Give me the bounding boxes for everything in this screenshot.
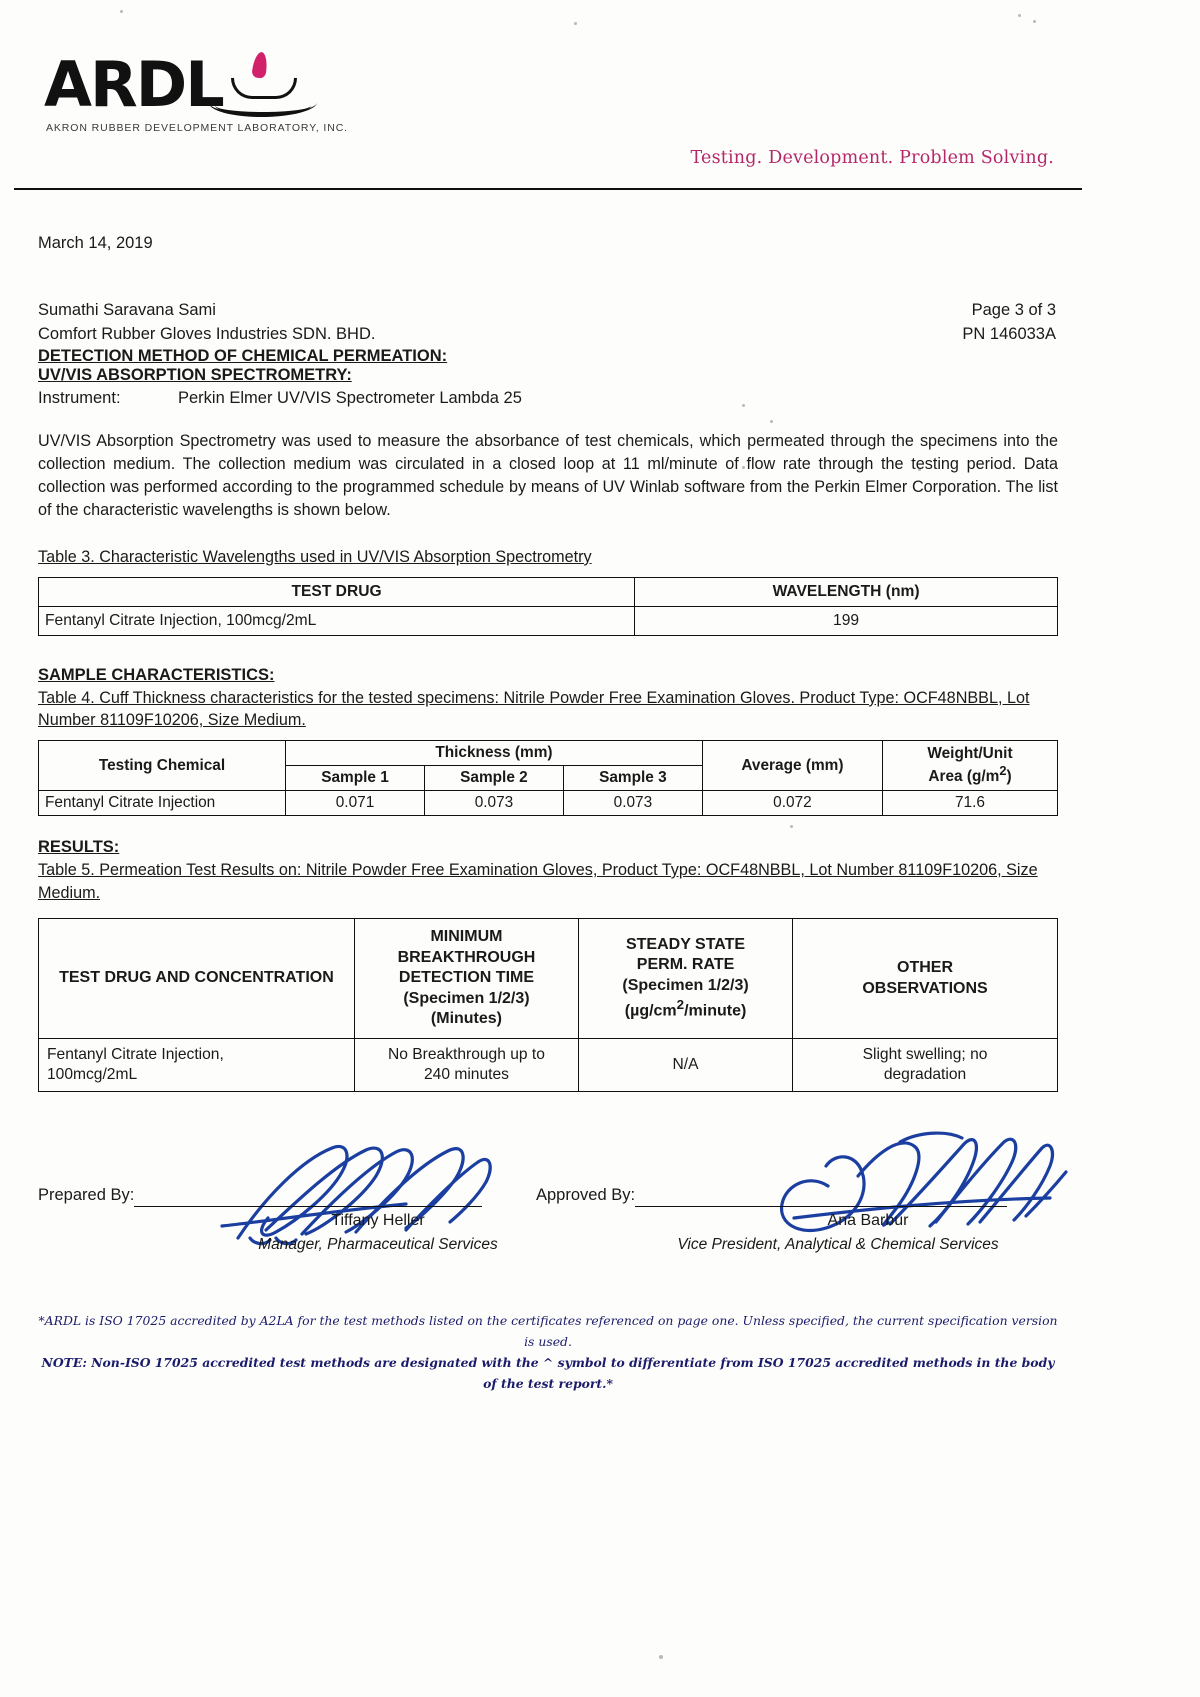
logo-wordmark: ARDL [44,48,223,121]
table4-caption: Table 4. Cuff Thickness characteristics for the tested specimens: Nitrile Powder Free Examination Gloves. Product Type: OCF48NBBL, Lot Number 81109F10206, Size Medium. [38,688,1030,730]
cell-average: 0.072 [702,791,882,816]
approved-by-label: Approved By: [536,1186,636,1205]
prepared-by-row [38,1186,482,1207]
cell-obs-l1: Slight swelling; no [862,1045,988,1063]
th-col1-text: TEST DRUG AND CONCENTRATION [59,969,334,987]
th-col2-l4: (Specimen 1/2/3) [403,989,530,1007]
recipient-name: Sumathi Saravana Sami [38,301,216,319]
th-col2-l2: BREAKTHROUGH [397,948,536,966]
th-weight-unit-area [882,741,1057,791]
prepared-by-label: Prepared By: [38,1186,135,1205]
th-wavelength: WAVELENGTH (nm) [635,577,1058,606]
instrument-row [38,389,1058,408]
instrument-label: Instrument: [38,389,121,407]
prepared-by-title: Manager, Pharmaceutical Services [258,1236,498,1254]
th-col2-l3: DETECTION TIME [398,969,535,987]
letter-address-block [38,299,1058,347]
letterhead [38,48,1058,192]
th-col3-l5: /minute) [684,1002,747,1020]
th-col3-l1: STEADY STATE [625,935,746,953]
prepared-by-line [134,1205,482,1207]
uvvis-paragraph: UV/VIS Absorption Spectrometry was used to measure the absorbance of test chemicals, which permeated through the specimens into the collection medium. The collection medium was circulated in a closed loop at 11 ml/minute of flow rate through the testing period. Data collection was performed according to the programmed schedule by means of UV Winlab software from the Perkin Elmer Corporation. The list of the characteristic wavelengths is shown below. [38,432,1058,519]
cell-other-observations [793,1038,1058,1092]
detection-method-heading: DETECTION METHOD OF CHEMICAL PERMEATION: [38,347,448,365]
th-sample-2: Sample 2 [424,766,563,791]
th-sample-3: Sample 3 [563,766,702,791]
pn-number: PN 146033A [962,324,1056,343]
approved-by-line [635,1205,1007,1207]
prepared-by-name: Tiffany Heller [331,1212,425,1230]
table-header-row [39,577,1058,606]
cell-drug-l2: 100mcg/2mL [47,1065,138,1083]
cell-test-drug: Fentanyl Citrate Injection, 100mcg/2mL [39,606,635,635]
cell-breakthrough-time [354,1038,578,1092]
cell-drug-l1: Fentanyl Citrate Injection, [47,1045,224,1063]
th-col3-sup: 2 [676,997,685,1013]
th-testing-chemical: Testing Chemical [39,741,286,791]
th-weight-line2: Area (g/m [928,768,1000,786]
page-number: Page 3 of 3 [971,301,1056,319]
table3-caption: Table 3. Characteristic Wavelengths used in UV/VIS Absorption Spectrometry [38,548,592,566]
table-permeation-results [38,918,1058,1092]
th-sample-1: Sample 1 [286,766,425,791]
cell-sample-1: 0.071 [286,791,425,816]
uvvis-heading: UV/VIS ABSORPTION SPECTROMETRY: [38,366,352,384]
company-tagline: Testing. Development. Problem Solving. [690,148,1054,168]
table-cuff-thickness [38,740,1058,816]
cell-weight-unit-area: 71.6 [882,791,1057,816]
approved-by-name: Ana Barbur [827,1212,909,1230]
cell-wavelength: 199 [635,606,1058,635]
cell-sample-3: 0.073 [563,791,702,816]
flame-retort-icon [209,52,319,116]
header-divider [14,188,1082,190]
logo-subtitle: AKRON RUBBER DEVELOPMENT LABORATORY, INC. [46,122,348,134]
table-row [39,1038,1058,1092]
letter-date: March 14, 2019 [38,234,153,252]
ardl-logo [44,48,384,134]
cell-test-drug-concentration [39,1038,355,1092]
table5-caption: Table 5. Permeation Test Results on: Nitrile Powder Free Examination Gloves, Product Type: OCF48NBBL, Lot Number 81109F10206, Size Medium. [38,861,1038,902]
cell-sample-2: 0.073 [424,791,563,816]
footer-disclaimer [38,1310,1058,1394]
th-col3-l4: (µg/cm [624,1002,677,1020]
table-row [39,606,1058,635]
th-average: Average (mm) [702,741,882,791]
th-weight-sup: 2 [999,762,1007,778]
th-weight-line1: Weight/Unit [927,744,1013,762]
sample-characteristics-heading: SAMPLE CHARACTERISTICS: [38,665,275,684]
th-col2-l1: MINIMUM [430,928,503,946]
signature-block [38,1126,1058,1276]
cell-bt-l2: 240 minutes [423,1065,509,1083]
results-heading: RESULTS: [38,838,120,857]
footer-line-1: *ARDL is ISO 17025 accredited by A2LA for the test methods listed on the certificates referenced on page one. Unless specified, the current specification version is used. [38,1313,1058,1350]
th-test-drug-concentration [39,919,355,1038]
table-characteristic-wavelengths [38,577,1058,636]
table-header-row-group [39,741,1058,766]
instrument-value: Perkin Elmer UV/VIS Spectrometer Lambda 25 [178,389,522,407]
table-header-row [39,919,1058,1038]
approved-by-title: Vice President, Analytical & Chemical Services [677,1236,999,1254]
th-col3-l2: PERM. RATE [636,956,735,974]
th-other-observations [793,919,1058,1038]
th-col4-l1: OTHER [897,959,954,977]
th-col4-l2: OBSERVATIONS [862,979,988,997]
scan-speck [659,1655,663,1659]
cell-perm-rate: N/A [579,1038,793,1092]
cell-bt-l1: No Breakthrough up to [388,1045,545,1063]
th-col3-l3: (Specimen 1/2/3) [622,976,749,994]
th-test-drug: TEST DRUG [39,577,635,606]
recipient-company: Comfort Rubber Gloves Industries SDN. BHD. [38,324,376,343]
th-minimum-breakthrough [354,919,578,1038]
th-steady-state-perm-rate [579,919,793,1038]
approved-by-row [536,1186,1007,1207]
th-weight-end: ) [1006,768,1012,786]
th-thickness-group: Thickness (mm) [286,741,703,766]
footer-line-2: NOTE: Non-ISO 17025 accredited test methods are designated with the ^ symbol to differentiate from ISO 17025 accredited methods in the body of the test report.* [41,1355,1055,1392]
th-col2-l5: (Minutes) [430,1010,503,1028]
cell-obs-l2: degradation [883,1065,967,1083]
table-row [39,791,1058,816]
cell-testing-chemical: Fentanyl Citrate Injection [39,791,286,816]
